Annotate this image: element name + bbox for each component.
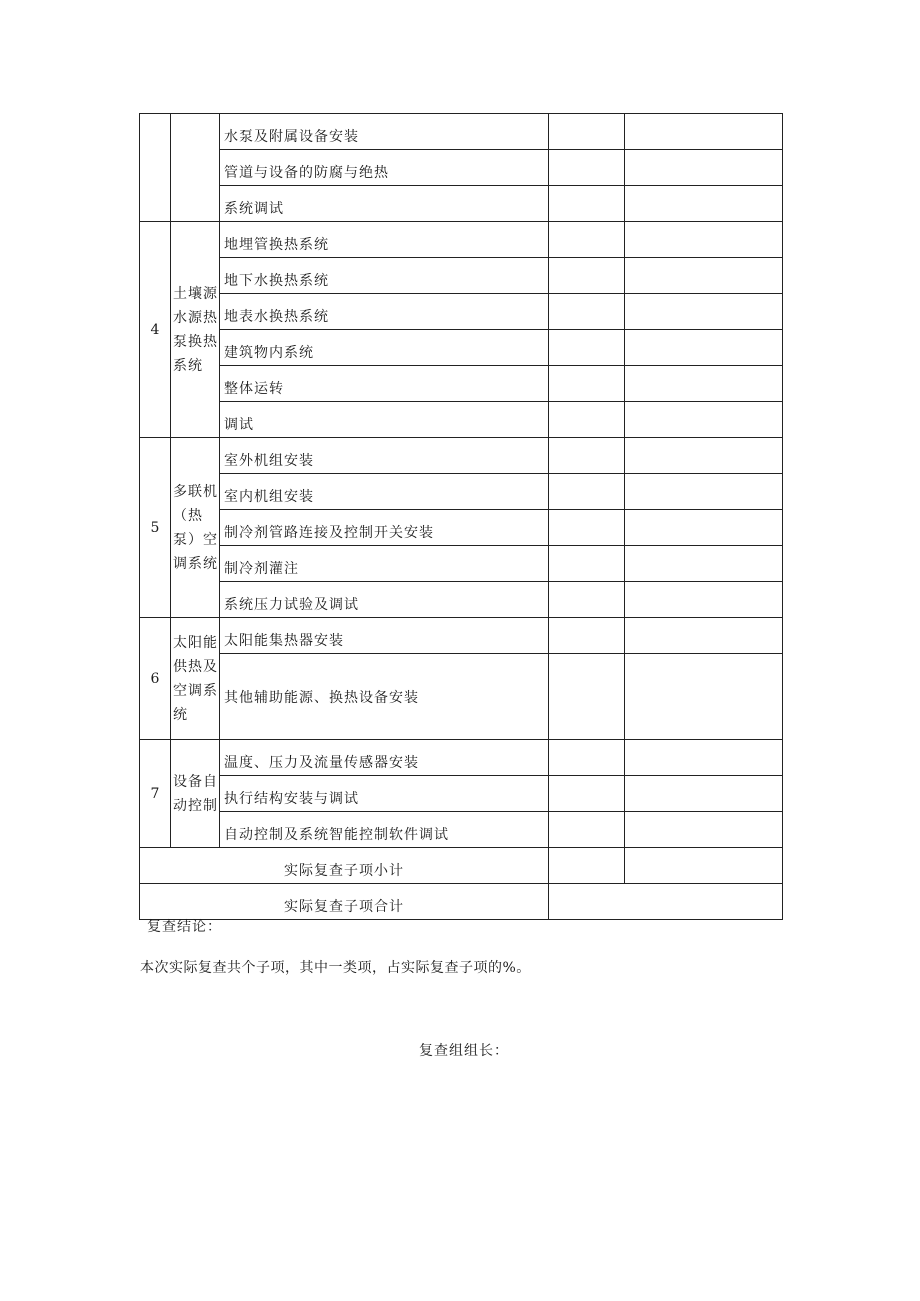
- result-cell-b[interactable]: [625, 438, 783, 474]
- group-leader-label: 复查组组长：: [419, 1043, 509, 1059]
- result-cell-a[interactable]: [549, 582, 625, 618]
- item-cell: 地埋管换热系统: [220, 222, 549, 258]
- item-cell: 地表水换热系统: [220, 294, 549, 330]
- item-cell: 调试: [220, 402, 549, 438]
- item-cell: 建筑物内系统: [220, 330, 549, 366]
- item-cell: 其他辅助能源、换热设备安装: [220, 654, 549, 740]
- item-cell: 室内机组安装: [220, 474, 549, 510]
- result-cell-b[interactable]: [625, 812, 783, 848]
- table-row: [140, 510, 783, 546]
- result-cell-a[interactable]: [549, 740, 625, 776]
- result-cell-b[interactable]: [625, 740, 783, 776]
- table-row: [140, 474, 783, 510]
- table-row: [140, 740, 783, 776]
- table-row: [140, 812, 783, 848]
- review-table: [139, 113, 783, 920]
- subtotal-label: 实际复查子项小计: [140, 848, 549, 884]
- table-row: [140, 618, 783, 654]
- result-cell-b[interactable]: [625, 546, 783, 582]
- table-row: [140, 582, 783, 618]
- item-cell: 系统调试: [220, 186, 549, 222]
- row-number: 4: [140, 222, 171, 438]
- result-cell-b[interactable]: [625, 582, 783, 618]
- result-cell-a[interactable]: [549, 150, 625, 186]
- category-cell: 太阳能供热及空调系统: [171, 618, 220, 740]
- item-cell: 系统压力试验及调试: [220, 582, 549, 618]
- result-cell-b[interactable]: [625, 114, 783, 150]
- result-cell-a[interactable]: [549, 186, 625, 222]
- table-row: [140, 186, 783, 222]
- result-cell-b[interactable]: [625, 510, 783, 546]
- result-cell-a[interactable]: [549, 366, 625, 402]
- result-cell-a[interactable]: [549, 258, 625, 294]
- result-cell-b[interactable]: [625, 366, 783, 402]
- item-cell: 太阳能集热器安装: [220, 618, 549, 654]
- row-number: 7: [140, 740, 171, 848]
- total-cell[interactable]: [549, 884, 783, 920]
- table-row: [140, 546, 783, 582]
- result-cell-b[interactable]: [625, 618, 783, 654]
- item-cell: 温度、压力及流量传感器安装: [220, 740, 549, 776]
- table-row: [140, 258, 783, 294]
- total-row: [140, 884, 783, 920]
- row-number: 6: [140, 618, 171, 740]
- item-cell: 整体运转: [220, 366, 549, 402]
- item-cell: 水泵及附属设备安装: [220, 114, 549, 150]
- table-row: [140, 150, 783, 186]
- result-cell-a[interactable]: [549, 812, 625, 848]
- subtotal-cell-b[interactable]: [625, 848, 783, 884]
- table-row: [140, 294, 783, 330]
- result-cell-b[interactable]: [625, 776, 783, 812]
- item-cell: 执行结构安装与调试: [220, 776, 549, 812]
- row-number: [140, 114, 171, 222]
- result-cell-a[interactable]: [549, 222, 625, 258]
- result-cell-a[interactable]: [549, 618, 625, 654]
- result-cell-b[interactable]: [625, 222, 783, 258]
- result-cell-a[interactable]: [549, 510, 625, 546]
- result-cell-b[interactable]: [625, 150, 783, 186]
- item-cell: 管道与设备的防腐与绝热: [220, 150, 549, 186]
- result-cell-b[interactable]: [625, 402, 783, 438]
- item-cell: 自动控制及系统智能控制软件调试: [220, 812, 549, 848]
- table-row: [140, 114, 783, 150]
- result-cell-a[interactable]: [549, 294, 625, 330]
- subtotal-cell-a[interactable]: [549, 848, 625, 884]
- result-cell-b[interactable]: [625, 258, 783, 294]
- result-cell-a[interactable]: [549, 114, 625, 150]
- result-cell-b[interactable]: [625, 330, 783, 366]
- result-cell-a[interactable]: [549, 438, 625, 474]
- table-row: [140, 776, 783, 812]
- category-cell: 土壤源水源热泵换热系统: [171, 222, 220, 438]
- conclusion-text: 本次实际复查共个子项，其中一类项，占实际复查子项的%。: [140, 960, 531, 976]
- result-cell-a[interactable]: [549, 654, 625, 740]
- table-row: [140, 438, 783, 474]
- table-row: [140, 402, 783, 438]
- row-number: 5: [140, 438, 171, 618]
- result-cell-a[interactable]: [549, 330, 625, 366]
- table-row: [140, 222, 783, 258]
- table-row: [140, 654, 783, 740]
- result-cell-a[interactable]: [549, 776, 625, 812]
- table-row: [140, 366, 783, 402]
- table-row: [140, 330, 783, 366]
- result-cell-b[interactable]: [625, 294, 783, 330]
- result-cell-a[interactable]: [549, 402, 625, 438]
- result-cell-b[interactable]: [625, 654, 783, 740]
- category-cell: 多联机（热泵）空调系统: [171, 438, 220, 618]
- total-label: 实际复查子项合计: [140, 884, 549, 920]
- result-cell-a[interactable]: [549, 546, 625, 582]
- category-cell: [171, 114, 220, 222]
- conclusion-label: 复查结论：: [147, 919, 222, 935]
- result-cell-b[interactable]: [625, 186, 783, 222]
- subtotal-row: [140, 848, 783, 884]
- category-cell: 设备自动控制: [171, 740, 220, 848]
- result-cell-b[interactable]: [625, 474, 783, 510]
- item-cell: 室外机组安装: [220, 438, 549, 474]
- item-cell: 制冷剂管路连接及控制开关安装: [220, 510, 549, 546]
- item-cell: 地下水换热系统: [220, 258, 549, 294]
- result-cell-a[interactable]: [549, 474, 625, 510]
- item-cell: 制冷剂灌注: [220, 546, 549, 582]
